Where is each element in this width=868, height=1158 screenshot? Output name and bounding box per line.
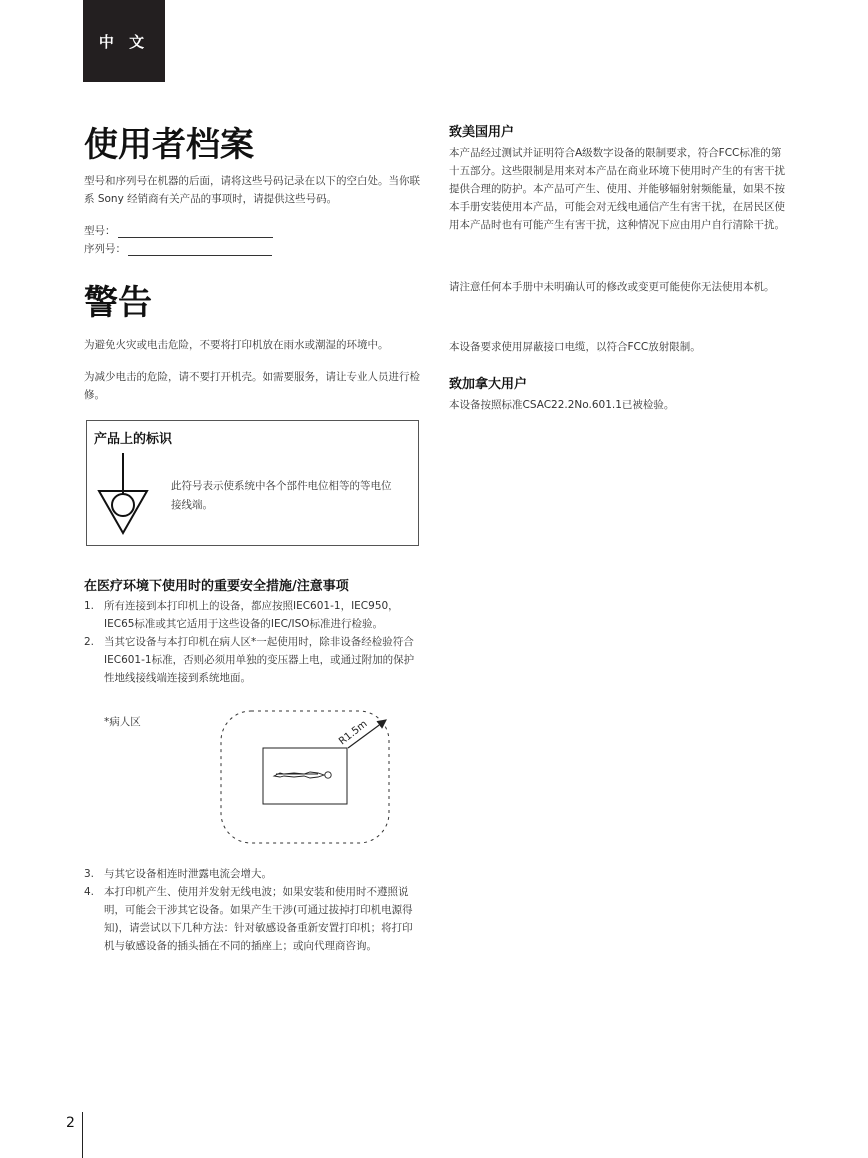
serial-label: 序列号：: [84, 243, 126, 255]
serial-blank-line: [128, 254, 272, 256]
us-para-1: 本产品经过测试并证明符合A级数字设备的限制要求，符合FCC标准的第十五部分。这些限制是用来对本产品在商业环境下使用时产生的有害干扰提供合理的防护。本产品可产生、使用、并能够辐射射频能量，如果不按本手册安装使用本产品，可能会对无线电通信产生有害干扰，在居民区使用本产品时也有可能产生有害干扰，这种情况下应由用户自行清除干扰。: [449, 147, 785, 231]
list-item: [84, 865, 422, 883]
us-para-2: 请注意任何本手册中未明确认可的修改或变更可能使你无法使用本机。: [449, 281, 775, 293]
list-item: [84, 883, 422, 955]
list-item-number: 1.: [84, 600, 95, 612]
list-item-text: 当其它设备与本打印机在病人区*一起使用时，除非设备经检验符合IEC601-1标准，否则必须用单独的变压器上电，或通过附加的保护性地线接线端连接到系统地面。: [104, 636, 415, 684]
page-number: 2: [66, 1115, 75, 1131]
user-record-title: 使用者档案: [84, 125, 254, 165]
language-tab: 中 文: [83, 0, 165, 82]
warning-para-1: 为避免火灾或电击危险，不要将打印机放在雨水或潮湿的环境中。: [84, 339, 389, 351]
medical-section-title: 在医疗环境下使用时的重要安全措施/注意事项: [84, 579, 349, 594]
patient-zone-label: *病人区: [104, 716, 141, 728]
list-item-text: 所有连接到本打印机上的设备，都应按照IEC601-1，IEC950，IEC65标准或其它适用于这些设备的IEC/ISO标准进行检验。: [104, 600, 399, 630]
serial-field: [84, 241, 272, 256]
product-symbol-box: [86, 420, 419, 546]
model-label: 型号：: [84, 225, 116, 237]
canada-users-title: 致加拿大用户: [449, 377, 528, 392]
model-field: [84, 223, 273, 238]
user-record-intro: 型号和序列号在机器的后面，请将这些号码记录在以下的空白处。当你联系 Sony 经销商有关产品的事项时，请提供这些号码。: [84, 175, 420, 205]
medical-list: [84, 597, 422, 687]
list-item-text: 本打印机产生、使用并发射无线电波；如果安装和使用时不遵照说明，可能会干涉其它设备。如果产生干涉(可通过拔掉打印机电源得知)，请尝试以下几种方法：针对敏感设备重新安置打印机；将打印机与敏感设备的插头插在不同的插座上；或向代理商咨询。: [104, 886, 413, 952]
symbol-box-title: 产品上的标识: [94, 432, 173, 447]
list-item: [84, 597, 422, 633]
canada-para-1: 本设备按照标准CSAC22.2No.601.1已被检验。: [449, 399, 675, 411]
page-number-rule: [82, 1112, 83, 1158]
list-item-number: 2.: [84, 636, 95, 648]
model-blank-line: [118, 236, 273, 238]
us-para-3: 本设备要求使用屏蔽接口电缆，以符合FCC放射限制。: [449, 341, 701, 353]
list-item-number: 4.: [84, 886, 95, 898]
medical-list-continued: [84, 865, 422, 955]
warning-para-2: 为减少电击的危险，请不要打开机壳。如需要服务，请让专业人员进行检修。: [84, 371, 420, 401]
us-users-title: 致美国用户: [449, 125, 515, 140]
list-item-text: 与其它设备相连时泄露电流会增大。: [104, 868, 272, 880]
list-item: [84, 633, 422, 687]
list-item-number: 3.: [84, 868, 95, 880]
radius-label: R1.5m: [337, 718, 370, 748]
patient-zone-diagram: [218, 708, 394, 848]
warning-title: 警告: [84, 283, 152, 323]
symbol-description: 此符号表示使系统中各个部件电位相等的等电位接线端。: [171, 480, 392, 511]
